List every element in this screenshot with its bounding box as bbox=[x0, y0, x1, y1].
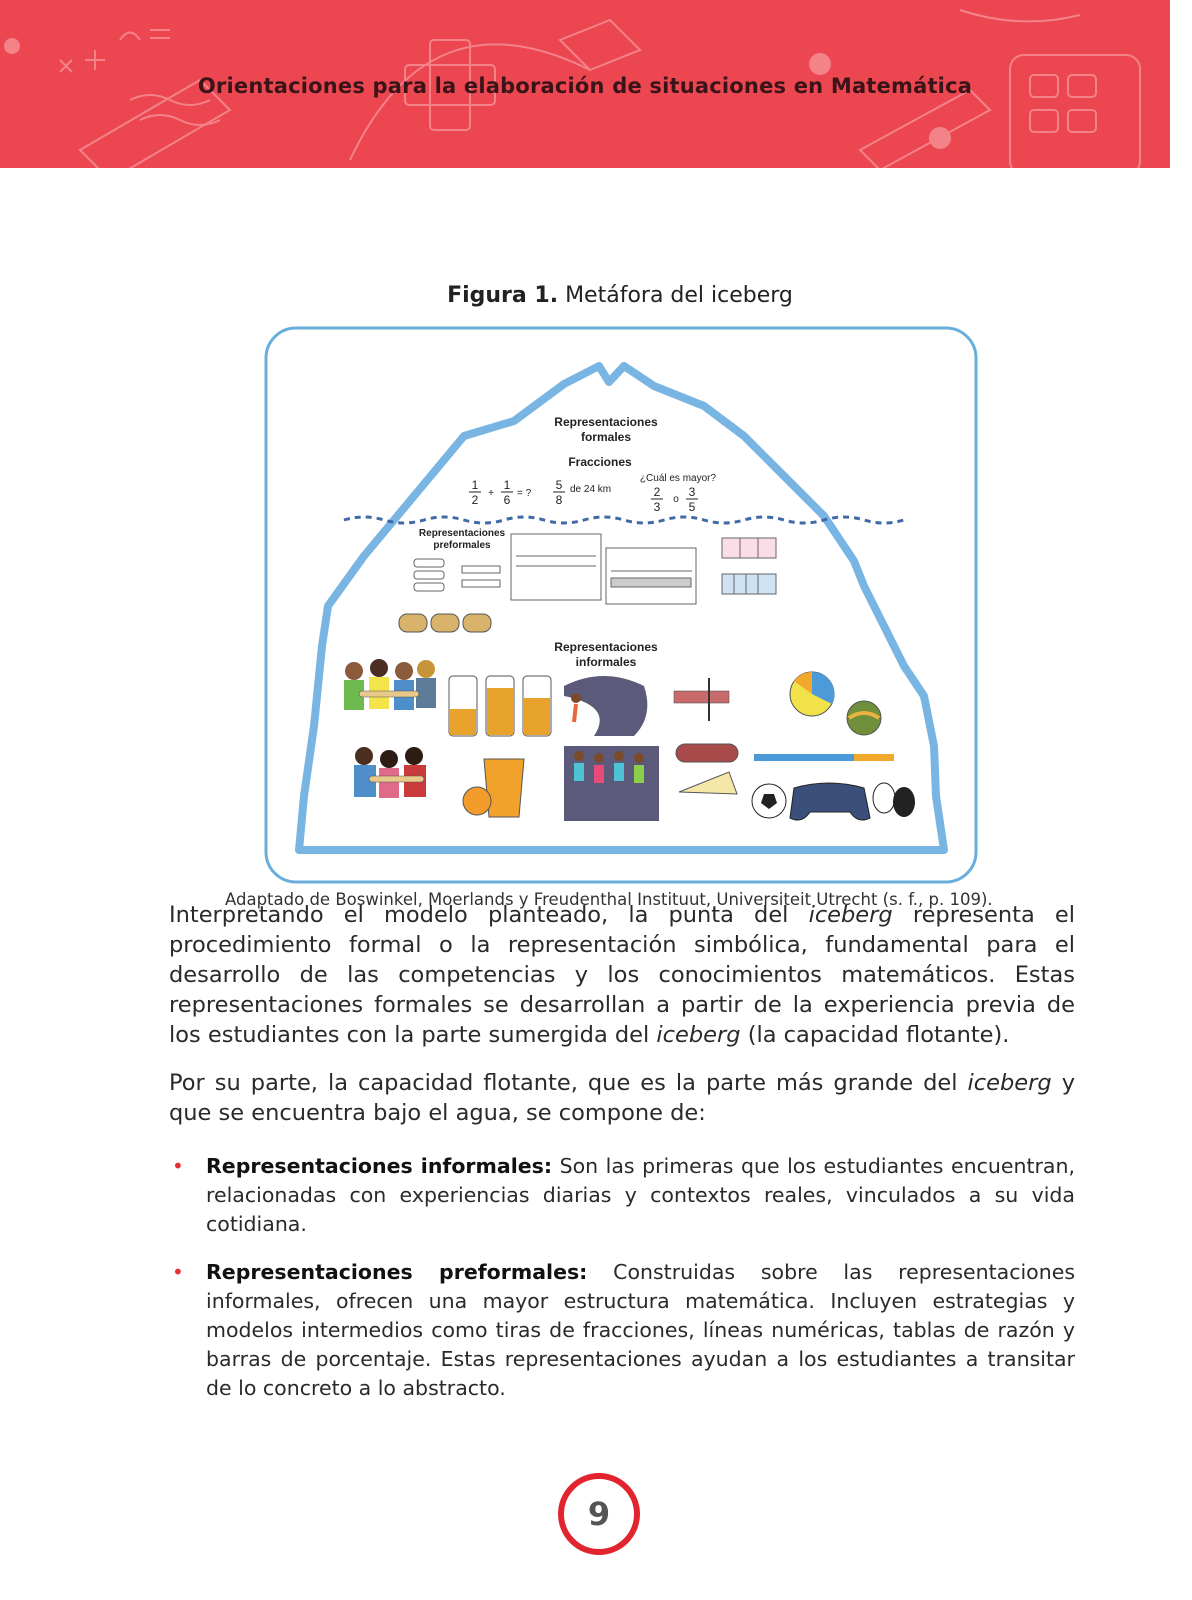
bullet-informales bbox=[172, 1152, 1075, 1239]
bullet-preformales bbox=[172, 1258, 1076, 1403]
header-band bbox=[0, 0, 1170, 168]
text-run: Por su parte, la capacidad flotante, que es la parte más grande del bbox=[169, 1070, 968, 1096]
italic-term: iceberg bbox=[967, 1070, 1052, 1096]
label-cual-mayor: ¿Cuál es mayor? bbox=[639, 473, 717, 484]
figure-caption: Adaptado de Boswinkel, Moerlands y Freudenthal Instituut, Universiteit Utrecht (s. f., p. 109). bbox=[225, 890, 993, 909]
bullet-marker: • bbox=[172, 1260, 184, 1284]
group-people-2 bbox=[354, 747, 426, 798]
frac-a-num: 1 bbox=[471, 478, 479, 492]
frac-a-den: 2 bbox=[471, 493, 479, 507]
frac-e-num: 3 bbox=[688, 485, 696, 499]
label-informales-1: Representaciones bbox=[554, 640, 658, 654]
frac-eq: = ? bbox=[517, 488, 532, 499]
frac-b-den: 6 bbox=[503, 493, 511, 507]
sausage-icon bbox=[676, 744, 738, 762]
frac-d-num: 2 bbox=[653, 485, 661, 499]
frac-b-num: 1 bbox=[503, 478, 511, 492]
italic-term: iceberg bbox=[808, 902, 893, 928]
bullet-title: Representaciones preformales: bbox=[206, 1260, 588, 1284]
label-informales-2: informales bbox=[575, 655, 637, 669]
bullet-title: Representaciones informales: bbox=[206, 1154, 553, 1178]
frac-c-num: 5 bbox=[555, 478, 563, 492]
frac-de-24km: de 24 km bbox=[570, 484, 612, 495]
label-preformales-1: Representaciones bbox=[418, 528, 506, 539]
paragraph-1 bbox=[169, 900, 1075, 1050]
figure-title-text: Metáfora del iceberg bbox=[558, 283, 793, 308]
frac-d-den: 3 bbox=[653, 500, 661, 514]
text-run: Interpretando el modelo planteado, la punta del bbox=[169, 902, 809, 928]
page-number: 9 bbox=[587, 1495, 611, 1533]
header-title: Orientaciones para la elaboración de situaciones en Matemática bbox=[197, 74, 973, 98]
italic-term: iceberg bbox=[656, 1022, 741, 1048]
frac-o: o bbox=[673, 494, 679, 505]
ball-icon bbox=[847, 701, 881, 735]
jars-icon bbox=[449, 676, 551, 736]
runners-icon bbox=[564, 746, 659, 821]
text-run: y que se encuentra bajo el agua, se compone de: bbox=[169, 1070, 1076, 1126]
soccer-ball-icon bbox=[752, 784, 786, 818]
frac-c-den: 8 bbox=[555, 493, 563, 507]
frac-e-den: 5 bbox=[688, 500, 696, 514]
label-preformales-2: preformales bbox=[433, 540, 491, 551]
pie-chart-icon bbox=[790, 672, 834, 716]
figure-number: Figura 1. bbox=[447, 283, 559, 308]
label-fracciones: Fracciones bbox=[568, 455, 632, 469]
bullet-marker: • bbox=[172, 1154, 184, 1178]
bullet-text: Son las primeras que los estudiantes encuentran, relacionadas con experiencias diarias y contextos reales, vinculados a su vida cotidiana. bbox=[206, 1154, 1075, 1236]
figure-title bbox=[0, 283, 1192, 308]
text-run: (la capacidad flotante). bbox=[740, 1022, 1010, 1048]
bullet-text: Construidas sobre las representaciones informales, ofrecen una mayor estructura matemática. Incluyen estrategias y modelos intermedios como tiras de fracciones, líneas numéricas, tablas de razón y barras de porcentaje. Estas representaciones ayudan a los estudiantes a transitar de lo concreto a lo abstracto. bbox=[206, 1260, 1076, 1400]
label-formales-2: formales bbox=[580, 430, 632, 444]
page-number-badge bbox=[556, 1471, 642, 1557]
label-formales-1: Representaciones bbox=[554, 415, 658, 429]
text-run: representa el procedimiento formal o la representación simbólica, fundamental para el desarrollo de las competencias y los conocimientos matemáticos. Estas representaciones formales se desarrollan a partir de la experiencia previa de los estudiantes con la parte sumergida del bbox=[169, 902, 1075, 1048]
paragraph-2 bbox=[169, 1068, 1075, 1128]
frac-plus: + bbox=[488, 488, 494, 499]
sandwich-icons bbox=[399, 614, 491, 632]
percentage-bar-icon bbox=[754, 754, 894, 761]
iceberg-figure bbox=[264, 326, 978, 884]
